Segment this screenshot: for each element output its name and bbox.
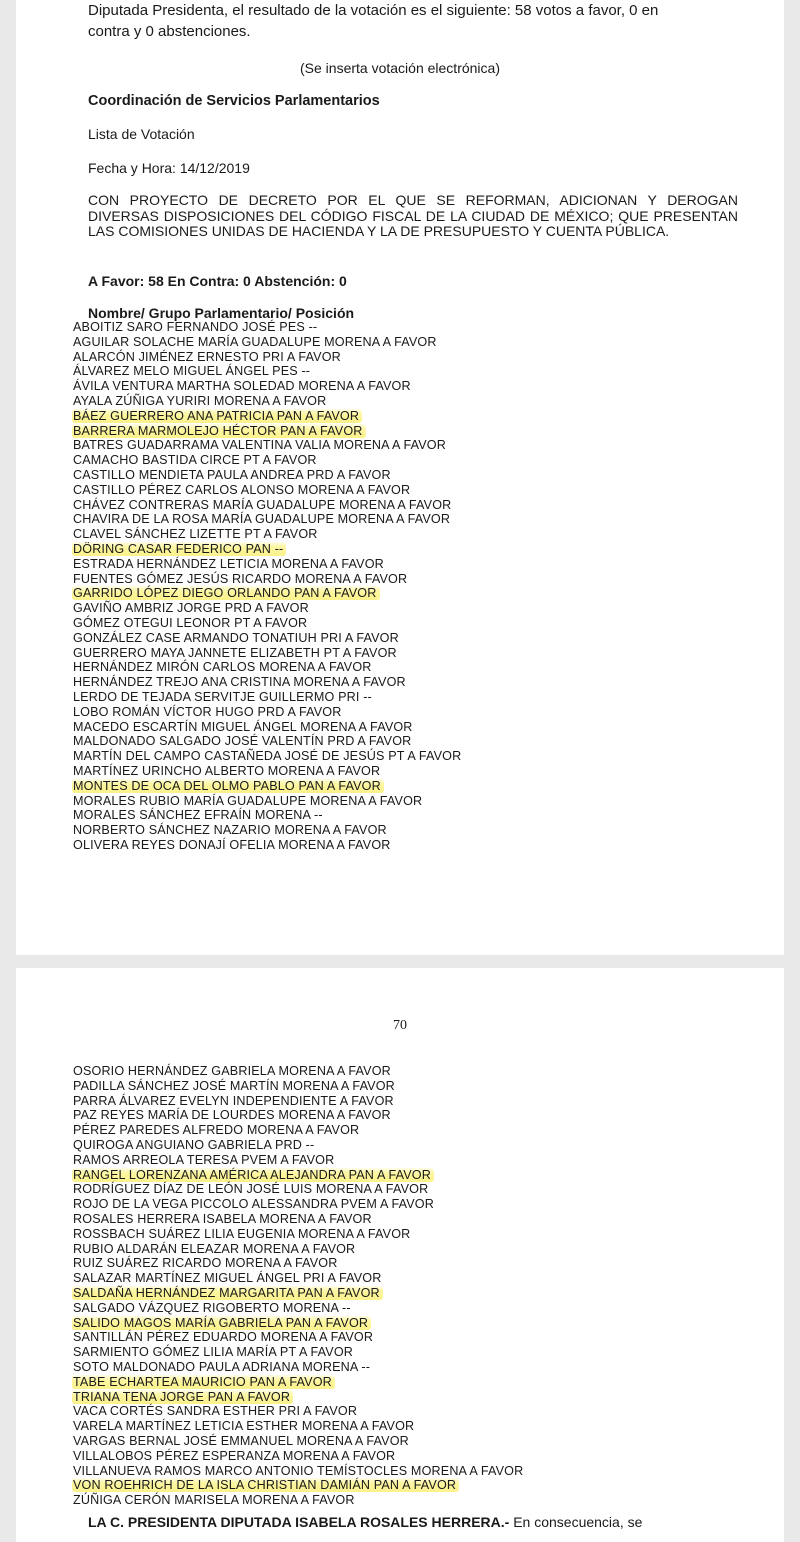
vote-row-text: DÖRING CASAR FEDERICO PAN -- [72, 542, 286, 556]
vote-totals: A Favor: 58 En Contra: 0 Abstención: 0 [88, 273, 347, 289]
vote-row-text: QUIROGA ANGUIANO GABRIELA PRD -- [73, 1137, 315, 1152]
vote-row-text: AGUILAR SOLACHE MARÍA GUADALUPE MORENA A FAVOR [73, 334, 437, 349]
vote-row-text: SALDAÑA HERNÁNDEZ MARGARITA PAN A FAVOR [72, 1286, 383, 1300]
vote-row [72, 1227, 526, 1242]
vote-row [72, 409, 464, 424]
vote-row-text: TABE ECHARTEA MAURICIO PAN A FAVOR [72, 1375, 335, 1389]
fecha-hora: Fecha y Hora: 14/12/2019 [88, 160, 250, 176]
vote-row [72, 1404, 526, 1419]
vote-row-text: VILLANUEVA RAMOS MARCO ANTONIO TEMÍSTOCLES MORENA A FAVOR [73, 1463, 524, 1478]
vote-row [72, 705, 464, 720]
vote-row-text: SALIDO MAGOS MARÍA GABRIELA PAN A FAVOR [72, 1316, 371, 1330]
vote-row-text: RAMOS ARREOLA TERESA PVEM A FAVOR [73, 1152, 335, 1167]
vote-row-text: BARRERA MARMOLEJO HÉCTOR PAN A FAVOR [72, 424, 366, 438]
vote-row [72, 335, 464, 350]
decreto-paragraph: CON PROYECTO DE DECRETO POR EL QUE SE REFORMAN, ADICIONAN Y DEROGAN DIVERSAS DISPOSICIONES DEL CÓDIGO FISCAL DE LA CIUDAD DE MÉXICO; QUE PRESENTAN LAS COMISIONES UNIDAS DE HACIENDA Y LA DE PRESUPUESTO Y CUENTA PÚBLICA. [88, 192, 738, 240]
vote-row [72, 1138, 526, 1153]
vote-row-text: SOTO MALDONADO PAULA ADRIANA MORENA -- [73, 1359, 371, 1374]
vote-row-text: MONTES DE OCA DEL OLMO PABLO PAN A FAVOR [72, 779, 384, 793]
vote-row [72, 1330, 526, 1345]
vote-row-text: MACEDO ESCARTÍN MIGUEL ÁNGEL MORENA A FAVOR [73, 719, 413, 734]
vote-row [72, 675, 464, 690]
vote-row-text: SALGADO VÁZQUEZ RIGOBERTO MORENA -- [73, 1300, 351, 1315]
vote-row [72, 794, 464, 809]
vote-row [72, 1419, 526, 1434]
closing-speaker: LA C. PRESIDENTA DIPUTADA ISABELA ROSALES HERRERA.- [88, 1514, 510, 1530]
vote-row [72, 438, 464, 453]
vote-row-text: OLIVERA REYES DONAJÍ OFELIA MORENA A FAVOR [73, 837, 391, 852]
vote-row [72, 453, 464, 468]
vote-row-text: FUENTES GÓMEZ JESÚS RICARDO MORENA A FAVOR [73, 571, 408, 586]
vote-row [72, 808, 464, 823]
vote-row [72, 1094, 526, 1109]
vote-row [72, 690, 464, 705]
vote-row-text: CLAVEL SÁNCHEZ LIZETTE PT A FAVOR [73, 527, 318, 542]
vote-row-text: ABOITIZ SARO FERNANDO JOSÉ PES -- [73, 320, 318, 334]
vote-row [72, 350, 464, 365]
vote-row-text: SARMIENTO GÓMEZ LILIA MARÍA PT A FAVOR [73, 1345, 354, 1360]
vote-list-page-1 [72, 320, 464, 853]
vote-row-text: ÁVILA VENTURA MARTHA SOLEDAD MORENA A FAVOR [73, 379, 411, 394]
vote-row-text: MALDONADO SALGADO JOSÉ VALENTÍN PRD A FAVOR [73, 734, 412, 749]
vote-row-text: SANTILLÁN PÉREZ EDUARDO MORENA A FAVOR [73, 1330, 374, 1345]
vote-row [72, 660, 464, 675]
vote-row [72, 1286, 526, 1301]
inserta-note: (Se inserta votación electrónica) [300, 60, 500, 76]
vote-list-page-2 [72, 1064, 526, 1508]
vote-row-text: CASTILLO PÉREZ CARLOS ALONSO MORENA A FAVOR [73, 482, 411, 497]
vote-row-text: NORBERTO SÁNCHEZ NAZARIO MORENA A FAVOR [73, 823, 387, 838]
vote-row [72, 1345, 526, 1360]
vote-row-text: RUBIO ALDARÁN ELEAZAR MORENA A FAVOR [73, 1241, 356, 1256]
vote-row [72, 512, 464, 527]
vote-row-text: ESTRADA HERNÁNDEZ LETICIA MORENA A FAVOR [73, 556, 384, 571]
vote-row [72, 1360, 526, 1375]
vote-row-text: MORALES SÁNCHEZ EFRAÍN MORENA -- [73, 808, 323, 823]
vote-row [72, 1375, 526, 1390]
lista-label: Lista de Votación [88, 126, 195, 142]
vote-row [72, 1271, 526, 1286]
vote-row-text: ROJO DE LA VEGA PICCOLO ALESSANDRA PVEM A FAVOR [73, 1197, 434, 1212]
vote-row [72, 320, 464, 335]
vote-row-text: PARRA ÁLVAREZ EVELYN INDEPENDIENTE A FAVOR [73, 1093, 394, 1108]
vote-row-text: HERNÁNDEZ TREJO ANA CRISTINA MORENA A FAVOR [73, 675, 406, 690]
vote-row [72, 557, 464, 572]
vote-row [72, 779, 464, 794]
list-header: Nombre/ Grupo Parlamentario/ Posición [88, 305, 355, 321]
vote-row [72, 646, 464, 661]
vote-row-text: RODRÍGUEZ DÍAZ DE LEÓN JOSÉ LUIS MORENA A FAVOR [73, 1182, 429, 1197]
vote-row-text: CASTILLO MENDIETA PAULA ANDREA PRD A FAVOR [73, 467, 391, 482]
vote-row [72, 1123, 526, 1138]
vote-row [72, 601, 464, 616]
vote-row [72, 468, 464, 483]
vote-row [72, 586, 464, 601]
vote-row [72, 720, 464, 735]
closing-text: En consecuencia, se [509, 1514, 643, 1530]
vote-row [72, 749, 464, 764]
vote-row [72, 1108, 526, 1123]
vote-row [72, 838, 464, 853]
vote-row-text: CHÁVEZ CONTRERAS MARÍA GUADALUPE MORENA A FAVOR [73, 497, 452, 512]
coordinacion-heading: Coordinación de Servicios Parlamentarios [88, 93, 380, 109]
vote-row-text: ÁLVAREZ MELO MIGUEL ÁNGEL PES -- [73, 364, 311, 379]
vote-row [72, 631, 464, 646]
vote-row [72, 364, 464, 379]
vote-row-text: LOBO ROMÁN VÍCTOR HUGO PRD A FAVOR [73, 704, 342, 719]
vote-row [72, 1064, 526, 1079]
vote-row-text: MARTÍN DEL CAMPO CASTAÑEDA JOSÉ DE JESÚS PT A FAVOR [73, 749, 462, 764]
vote-row [72, 1493, 526, 1508]
vote-row-text: BÁEZ GUERRERO ANA PATRICIA PAN A FAVOR [72, 409, 362, 423]
vote-row [72, 379, 464, 394]
vote-row [72, 424, 464, 439]
vote-row-text: VARELA MARTÍNEZ LETICIA ESTHER MORENA A FAVOR [73, 1419, 415, 1434]
vote-row [72, 572, 464, 587]
vote-row-text: CHAVIRA DE LA ROSA MARÍA GUADALUPE MORENA A FAVOR [73, 512, 451, 527]
vote-row-text: GÓMEZ OTEGUI LEONOR PT A FAVOR [73, 615, 308, 630]
vote-row-text: ALARCÓN JIMÉNEZ ERNESTO PRI A FAVOR [73, 349, 341, 364]
vote-row [72, 498, 464, 513]
vote-row-text: CAMACHO BASTIDA CIRCE PT A FAVOR [73, 453, 317, 468]
vote-row-text: MORALES RUBIO MARÍA GUADALUPE MORENA A FAVOR [73, 793, 423, 808]
vote-row [72, 734, 464, 749]
vote-row-text: VON ROEHRICH DE LA ISLA CHRISTIAN DAMIÁN PAN A FAVOR [72, 1478, 459, 1492]
vote-row-text: SALAZAR MARTÍNEZ MIGUEL ÁNGEL PRI A FAVOR [73, 1271, 382, 1286]
vote-row [72, 1449, 526, 1464]
vote-row-text: VACA CORTÉS SANDRA ESTHER PRI A FAVOR [73, 1404, 358, 1419]
vote-row [72, 1301, 526, 1316]
vote-row [72, 394, 464, 409]
intro-line-2: contra y 0 abstenciones. [88, 23, 251, 40]
vote-row-text: TRIANA TENA JORGE PAN A FAVOR [72, 1390, 293, 1404]
vote-row [72, 1182, 526, 1197]
vote-row-text: OSORIO HERNÁNDEZ GABRIELA MORENA A FAVOR [73, 1064, 391, 1078]
vote-row-text: HERNÁNDEZ MIRÓN CARLOS MORENA A FAVOR [73, 660, 372, 675]
vote-row-text: BATRES GUADARRAMA VALENTINA VALIA MORENA A FAVOR [73, 438, 446, 453]
vote-row [72, 483, 464, 498]
vote-row-text: MARTÍNEZ URINCHO ALBERTO MORENA A FAVOR [73, 763, 381, 778]
page-number: 70 [393, 1018, 407, 1033]
vote-row [72, 1316, 526, 1331]
vote-row [72, 1464, 526, 1479]
vote-row-text: VILLALOBOS PÉREZ ESPERANZA MORENA A FAVOR [73, 1448, 396, 1463]
vote-row-text: AYALA ZÚÑIGA YURIRI MORENA A FAVOR [73, 393, 327, 408]
vote-row-text: RUIZ SUÁREZ RICARDO MORENA A FAVOR [73, 1256, 338, 1271]
vote-row [72, 1478, 526, 1493]
vote-row [72, 823, 464, 838]
vote-row-text: PADILLA SÁNCHEZ JOSÉ MARTÍN MORENA A FAVOR [73, 1078, 395, 1093]
vote-row [72, 1256, 526, 1271]
vote-row-text: PÉREZ PAREDES ALFREDO MORENA A FAVOR [73, 1123, 360, 1138]
intro-line-1: Diputada Presidenta, el resultado de la votación es el siguiente: 58 votos a favor, 0 en [88, 2, 659, 19]
vote-row-text: GUERRERO MAYA JANNETE ELIZABETH PT A FAVOR [73, 645, 397, 660]
closing-paragraph [88, 1514, 748, 1530]
vote-row-text: GONZÁLEZ CASE ARMANDO TONATIUH PRI A FAVOR [73, 630, 399, 645]
vote-row [72, 1390, 526, 1405]
vote-row-text: RANGEL LORENZANA AMÉRICA ALEJANDRA PAN A FAVOR [72, 1168, 434, 1182]
vote-row [72, 1212, 526, 1227]
vote-row-text: VARGAS BERNAL JOSÉ EMMANUEL MORENA A FAVOR [73, 1433, 409, 1448]
vote-row [72, 1153, 526, 1168]
vote-row [72, 1079, 526, 1094]
intro-paragraph [88, 0, 738, 42]
vote-row-text: ROSSBACH SUÁREZ LILIA EUGENIA MORENA A FAVOR [73, 1226, 411, 1241]
vote-row [72, 542, 464, 557]
vote-row-text: PAZ REYES MARÍA DE LOURDES MORENA A FAVOR [73, 1108, 391, 1123]
vote-row [72, 527, 464, 542]
vote-row-text: LERDO DE TEJADA SERVITJE GUILLERMO PRI -- [73, 689, 372, 704]
vote-row-text: GARRIDO LÓPEZ DIEGO ORLANDO PAN A FAVOR [72, 586, 380, 600]
vote-row [72, 616, 464, 631]
vote-row [72, 1434, 526, 1449]
vote-row-text: GAVIÑO AMBRIZ JORGE PRD A FAVOR [73, 601, 309, 616]
vote-row [72, 1242, 526, 1257]
vote-row-text: ROSALES HERRERA ISABELA MORENA A FAVOR [73, 1211, 372, 1226]
vote-row-text: ZÚÑIGA CERÓN MARISELA MORENA A FAVOR [73, 1493, 355, 1508]
vote-row [72, 1197, 526, 1212]
vote-row [72, 1168, 526, 1183]
vote-row [72, 764, 464, 779]
